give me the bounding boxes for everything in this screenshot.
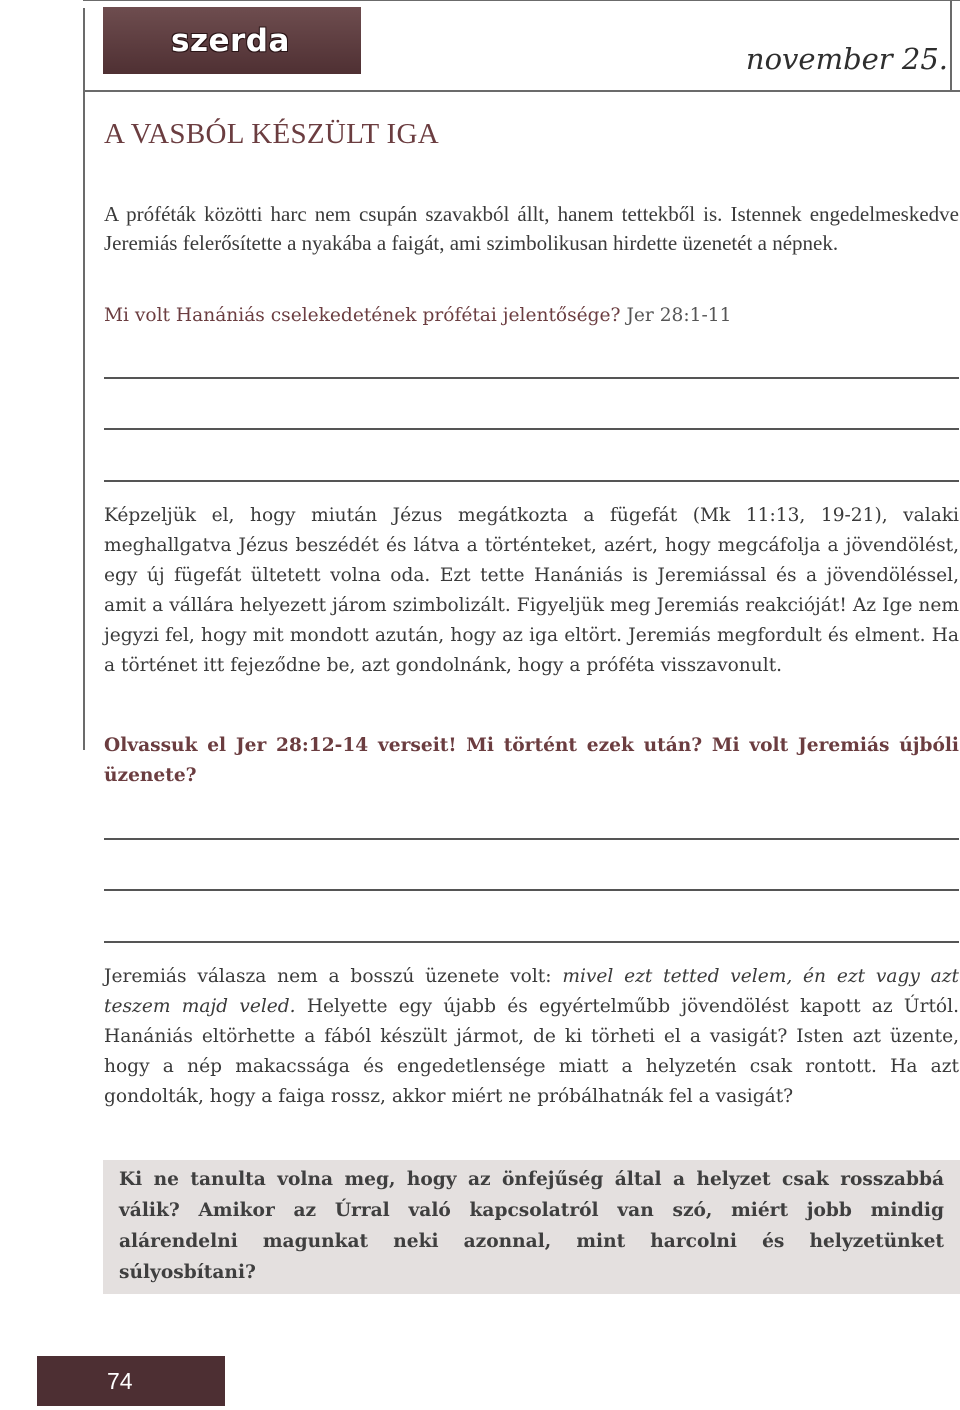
question-2: Olvassuk el Jer 28:12-14 verseit! Mi történt ezek után? Mi volt Jeremiás újbóli üzenete? (104, 735, 959, 786)
answer-line-4[interactable] (104, 838, 959, 840)
paragraph-3-lead: Jeremiás válasza nem a bosszú üzenete volt: (104, 966, 563, 987)
body-paragraph-2: Képzeljük el, hogy miután Jézus megátkozta a fügefát (Mk 11:13, 19-21), valaki meghallgatva Jézus beszédét és látva a történteket, azért, hogy megcáfolja a jövendölést, egy új fügefát ültetett volna oda. Ezt tette Hanániás is Jeremiással és a jövendöléssel, amit a vállára helyezett járom szimbolizált. Figyeljük meg Jeremiás reakcióját! Az Ige nem jegyzi fel, hogy mit mondott azután, hogy az iga eltört. Jeremiás megfordult és elment. Ha a történet itt fejeződne be, azt gondolnánk, hogy a próféta visszavonult. (104, 505, 959, 676)
page-number: 74 (107, 1367, 133, 1394)
answer-line-1[interactable] (104, 377, 959, 379)
question-1-text: Mi volt Hanániás cselekedetének prófétai jelentősége? (104, 305, 621, 326)
day-tab (103, 7, 361, 74)
reflection-box (103, 1160, 960, 1294)
answer-line-6[interactable] (104, 941, 959, 943)
left-margin-rule (83, 8, 85, 750)
paragraph-3-quote: mivel ezt tetted velem, én ezt vagy azt teszem majd veled. (104, 966, 959, 1017)
right-header-rule (950, 0, 952, 92)
date-label: november 25. (745, 42, 948, 76)
top-rule (83, 0, 960, 1)
answer-line-5[interactable] (104, 889, 959, 891)
page-number-badge (37, 1356, 225, 1406)
answer-line-2[interactable] (104, 428, 959, 430)
day-label: szerda (171, 22, 290, 59)
question-1 (104, 305, 959, 326)
page-title: A VASBÓL KÉSZÜLT IGA (104, 118, 439, 150)
header-divider (83, 90, 960, 92)
intro-paragraph: A próféták közötti harc nem csupán szavakból állt, hanem tettekből is. Istennek engedelmeskedve Jeremiás felerősítette a nyakába a faigát, ami szimbolikusan hirdette üzenetét a népnek. (104, 202, 959, 255)
question-1-reference: Jer 28:1-11 (626, 305, 732, 326)
paragraph-3-rest: Helyette egy újabb és egyértelműbb jövendölést kapott az Úrtól. Hanániás eltörhette a fából készült jármot, de ki törheti el a vasigát? Isten azt üzente, hogy a nép makacssága és engedetlensége miatt a helyzetén csak rontott. Ha azt gondolták, hogy a faiga rossz, akkor miért ne próbálhatnák fel a vasigát? (104, 996, 959, 1107)
body-paragraph-3 (104, 962, 959, 1112)
answer-line-3[interactable] (104, 480, 959, 482)
reflection-text: Ki ne tanulta volna meg, hogy az önfejűség által a helyzet csak rosszabbá válik? Amikor az Úrral való kapcsolatról van szó, miért jobb mindig alárendelni magunkat neki azonnal, mint harcolni és helyzetünket súlyosbítani? (119, 1169, 944, 1283)
